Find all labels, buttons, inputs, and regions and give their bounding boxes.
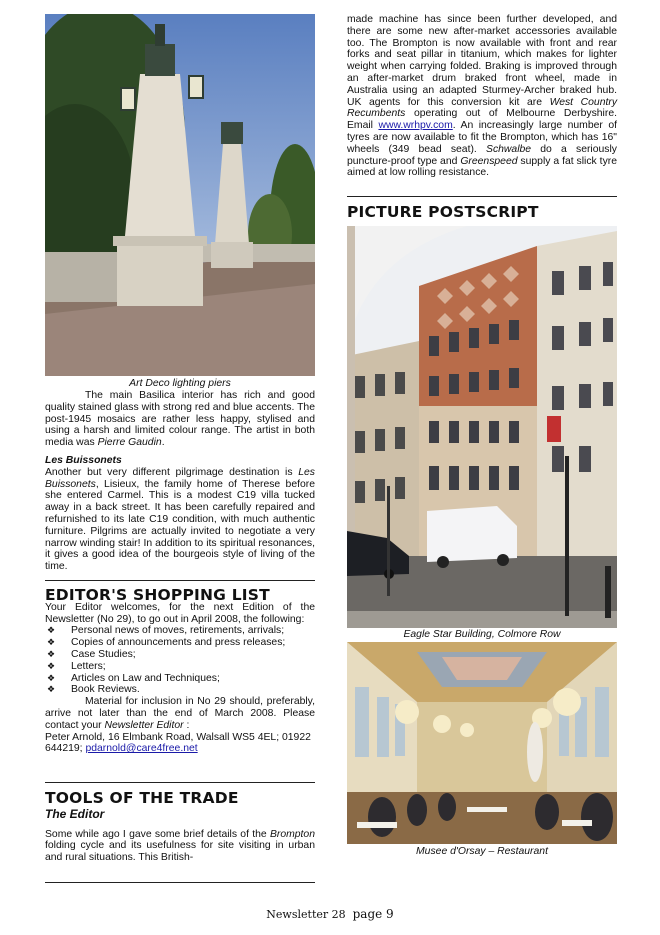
shopping-list xyxy=(45,625,315,696)
list-item: ❖ Copies of announcements and press releases; xyxy=(47,637,286,649)
list-item: ❖ Case Studies; xyxy=(47,648,136,660)
shopping-list-title: EDITOR'S SHOPPING LIST xyxy=(45,586,270,604)
buissonets-paragraph: Another but very different pilgrimage destination is Les Buissonets, Lisieux, the family home of Therese before she entered Carmel. This is a modest C19 villa tucked away in a back street. It has been carefully repaired and refurnished to its late C19 condition, with much authentic furniture. Pilgrims are actually invited to negotiate a very narrow winding stair! In addition to its spiritual resonances, it gives a good idea of the bourgeois style of living of the time. xyxy=(45,466,315,573)
list-item: ❖ Articles on Law and Techniques; xyxy=(47,672,220,684)
list-item: ❖ Book Reviews. xyxy=(47,684,140,696)
buissonets-section xyxy=(45,455,315,573)
artist-name: Pierre Gaudin xyxy=(97,437,162,449)
divider-3 xyxy=(45,882,315,883)
editor-address: Peter Arnold, 16 Elmbank Road, Walsall WS5 4EL; 01922 644219; pdarnold@care4free.net xyxy=(45,731,311,755)
brompton-continued: made machine has since been further developed, and there are some new after-market accessories available too. The Brompton is now available with front and rear forks and seat pillar in titanium, which makes for lighter weight when carrying folded. Braking is improved through an after-market drum braked front wheel, made in Australia using an adapted Sturmey-Archer braked hub. UK agents for this conversion kit are West Country Recumbents operating out of Melbourne Derbyshire. Email www.wrhpv.com. An increasingly large number of tyres are now available to fit the Brompton, which has 16" wheels (349 bead seat). Schwalbe do a seriously puncture-proof type and Greenspeed supply a fat slick tyre aimed at low rolling resistance. xyxy=(347,14,618,179)
musee-dorsay-photo xyxy=(347,642,617,844)
eagle-star-caption: Eagle Star Building, Colmore Row xyxy=(403,629,561,640)
tools-title: TOOLS OF THE TRADE xyxy=(45,789,239,807)
footer-newsletter-label: Newsletter 28 xyxy=(266,908,346,921)
postscript-title: PICTURE POSTSCRIPT xyxy=(347,203,539,221)
buissonets-heading: Les Buissonets xyxy=(45,455,122,466)
shopping-list-section xyxy=(45,586,315,755)
material-paragraph: Material for inclusion in No 29 should, preferably, arrive not later than the end of March 2008. Please contact your Newsletter Editor : xyxy=(45,696,315,731)
lighting-piers-photo xyxy=(45,14,315,376)
postscript-heading-wrap xyxy=(347,203,617,221)
divider-2 xyxy=(45,782,315,783)
diamond-bullet-icon: ❖ xyxy=(47,625,56,636)
lighting-piers-caption: Art Deco lighting piers xyxy=(129,378,231,389)
musee-dorsay-caption: Musee d'Orsay – Restaurant xyxy=(416,846,548,857)
list-item: ❖ Personal news of moves, retirements, arrivals; xyxy=(47,625,285,637)
diamond-bullet-icon: ❖ xyxy=(47,672,56,683)
diamond-bullet-icon: ❖ xyxy=(47,684,56,695)
diamond-bullet-icon: ❖ xyxy=(47,637,56,648)
basilica-paragraph: The main Basilica interior has rich and good quality stained glass with strong red and blue accents. The post-1945 mosaics are rather less happy, stylised and using a harsh and limited colour range. The artist in both media was Pierre Gaudin. xyxy=(45,390,315,449)
shopping-intro: Your Editor welcomes, for the next Edition of the Newsletter (No 29), to go out in April 2008, the following: xyxy=(45,601,315,625)
diamond-bullet-icon: ❖ xyxy=(47,660,56,671)
list-item: ❖ Letters; xyxy=(47,660,106,672)
tools-section xyxy=(45,789,315,864)
tools-paragraph: Some while ago I gave some brief details of the Brompton folding cycle and its usefulness for site visiting in urban and rural situations. This British- xyxy=(45,828,315,864)
wrhpv-link[interactable]: www.wrhpv.com xyxy=(378,120,453,132)
diamond-bullet-icon: ❖ xyxy=(47,648,56,659)
eagle-star-photo xyxy=(347,226,617,628)
editor-email-link[interactable]: pdarnold@care4free.net xyxy=(85,743,198,755)
page-number: page 9 xyxy=(352,907,394,921)
divider-4 xyxy=(347,196,617,197)
divider-1 xyxy=(45,580,315,581)
tools-subtitle: The Editor xyxy=(45,806,105,821)
page-footer xyxy=(0,907,660,921)
